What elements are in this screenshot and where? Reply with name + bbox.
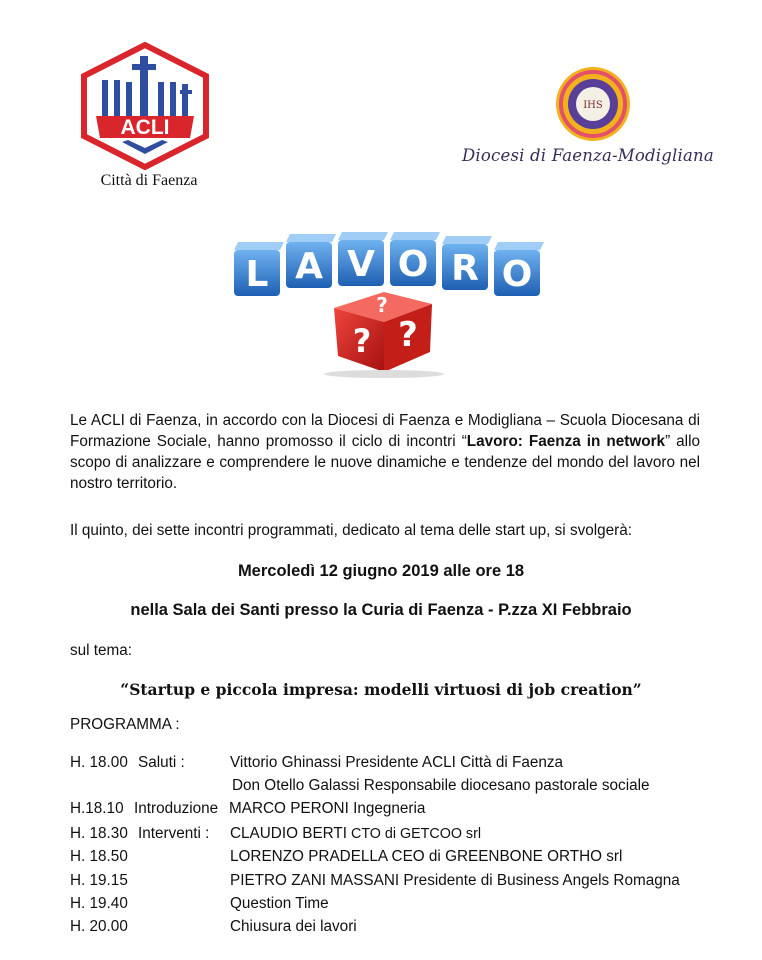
program-desc: Don Otello Galassi Responsabile diocesano pastorale sociale xyxy=(232,777,650,794)
program-desc: PIETRO ZANI MASSANI Presidente di Business Angels Romagna xyxy=(230,872,680,889)
program-desc: Chiusura dei lavori xyxy=(230,918,357,935)
program-desc: Ingegneria xyxy=(348,800,426,817)
diocesi-seal xyxy=(548,64,638,144)
series-title: Lavoro: Faenza in network xyxy=(466,433,666,450)
acli-logo xyxy=(78,42,212,170)
program-time: H. 18.30 xyxy=(70,825,128,842)
program-time: H. 18.50 xyxy=(70,848,128,865)
cube-letter: O xyxy=(501,253,533,295)
program-time: H. 19.15 xyxy=(70,872,128,889)
speaker-name: MARCO PERONI xyxy=(229,800,349,817)
cube-letter: A xyxy=(295,245,323,287)
intro-text-before: Le ACLI di Faenza, in accordo con la Diocesi di Faenza e Modigliana – Scuola Diocesana di Formazione Sociale, hanno promosso il ciclo di incontri “ xyxy=(70,412,700,450)
program-category: Interventi : xyxy=(138,825,210,842)
cube-letter: V xyxy=(347,243,375,285)
seal-ihs: IHS xyxy=(583,100,603,111)
programma-label: PROGRAMMA : xyxy=(70,716,180,733)
intro-paragraph xyxy=(70,410,700,494)
program-time: H.18.10 xyxy=(70,800,124,817)
question-mark-right: ? xyxy=(398,315,418,355)
program-category: Introduzione xyxy=(134,800,219,817)
event-date: Mercoledì 12 giugno 2019 alle ore 18 xyxy=(237,562,525,580)
event-place: nella Sala dei Santi presso la Curia di Faenza - P.zza XI Febbraio xyxy=(130,601,632,619)
letter-cube xyxy=(286,234,336,288)
event-theme: “Startup e piccola impresa: modelli virtuosi di job creation” xyxy=(120,680,642,699)
program-time: H. 20.00 xyxy=(70,918,128,935)
program-desc: Vittorio Ghinassi Presidente ACLI Città di Faenza xyxy=(230,754,564,771)
program-time: H. 18.00 xyxy=(70,754,128,771)
program-desc: Question Time xyxy=(230,895,329,912)
letter-cube xyxy=(338,232,388,286)
program-category: Saluti : xyxy=(138,754,185,771)
program-desc: LORENZO PRADELLA CEO di GREENBONE ORTHO srl xyxy=(230,848,623,865)
acli-logo-text: ACLI xyxy=(120,116,170,139)
cube-letter: O xyxy=(397,243,429,285)
letter-cube xyxy=(494,242,544,296)
question-mark-left: ? xyxy=(352,322,372,360)
speaker-name: CLAUDIO BERTI xyxy=(230,825,348,842)
question-mark-top: ? xyxy=(376,293,388,317)
cube-letter: L xyxy=(245,253,269,295)
letter-cube xyxy=(390,232,440,286)
letter-cube xyxy=(442,236,492,290)
question-die xyxy=(334,292,432,372)
lavoro-dice-image xyxy=(212,212,552,380)
program-desc: CTO di GETCOO srl xyxy=(347,826,482,842)
intro-text-after: ” allo scopo di analizzare e comprendere le nuove dinamiche e tendenze del mondo del lavoro nel nostro territorio. xyxy=(70,433,700,492)
program-time: H. 19.40 xyxy=(70,895,128,912)
acli-city-label: Città di Faenza xyxy=(100,172,198,189)
cube-letter: R xyxy=(451,247,479,289)
quinto-line: Il quinto, dei sette incontri programmati, dedicato al tema delle start up, si svolgerà: xyxy=(70,522,633,539)
diocesi-name: Diocesi di Faenza-Modigliana xyxy=(462,146,714,165)
sul-tema-label: sul tema: xyxy=(70,642,133,659)
letter-cube xyxy=(234,242,284,296)
